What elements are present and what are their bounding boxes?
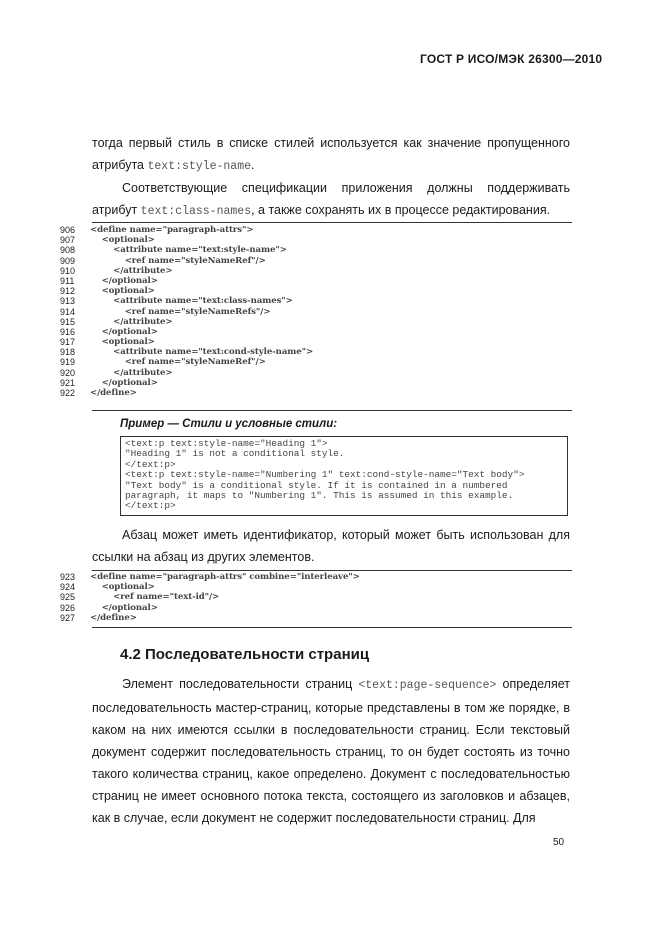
code-line	[60, 276, 580, 286]
document-header: ГОСТ Р ИСО/МЭК 26300—2010	[420, 52, 603, 66]
line-number: 921	[60, 377, 76, 388]
code-text: </attribute>	[90, 316, 173, 327]
line-number: 917	[60, 337, 76, 348]
code-line	[60, 582, 580, 592]
code-text: <optional>	[90, 337, 155, 348]
code-text: <define name="paragraph-attrs" combine="interleave">	[90, 572, 360, 582]
code-text: </optional>	[90, 326, 158, 337]
example-title: Пример — Стили и условные стили:	[120, 418, 338, 430]
code-line	[60, 307, 580, 317]
code-line	[60, 296, 580, 306]
example-line: paragraph, it maps to "Numbering 1". This is assumed in this example.	[125, 490, 514, 502]
code-line	[60, 235, 580, 245]
code-line	[60, 317, 580, 327]
code-line	[60, 378, 580, 388]
line-number: 922	[60, 388, 76, 398]
line-number: 907	[60, 235, 76, 246]
code-text: <optional>	[90, 235, 155, 246]
line-number: 927	[60, 612, 76, 623]
code-text: </define>	[90, 612, 137, 623]
code-line	[60, 357, 580, 367]
code-block-text-id	[60, 572, 580, 623]
code-text: <attribute name="text:cond-style-name">	[90, 347, 314, 358]
page-number: 50	[553, 837, 565, 848]
code-text: </optional>	[90, 377, 158, 388]
line-number: 910	[60, 265, 76, 276]
code-text: </attribute>	[90, 265, 173, 276]
line-number: 913	[60, 296, 76, 307]
line-number: 916	[60, 326, 76, 337]
line-number: 906	[60, 225, 76, 235]
code-line	[60, 613, 580, 623]
code-bottom-rule	[92, 410, 572, 411]
code-line	[60, 225, 580, 235]
code-text: </attribute>	[90, 367, 173, 378]
paragraph-tail: определяет последовательность мастер-страниц, которые представлены в том же порядке, в каком на них имеются ссылки в последовательности страниц. Если текстовый документ содержит последовательность страниц, то он будет состоять из точно такого количества страниц, какое определено. Документ с последовательностью страниц не имеет основного потока текста, состоящего из заголовков и абзацев, как в случае, если документ не содержит последовательности страниц. Для	[92, 677, 571, 825]
code-text: <ref name="text-id"/>	[90, 592, 220, 603]
code-text: <define name="paragraph-attrs">	[90, 225, 254, 235]
code-text: <optional>	[90, 582, 155, 593]
code-text: <attribute name="text:style-name">	[90, 245, 287, 256]
paragraph-text: Абзац может иметь идентификатор, который может быть использован для ссылки на абзац из других элементов.	[92, 528, 570, 564]
line-number: 920	[60, 367, 76, 378]
example-line: </text:p>	[125, 458, 176, 470]
inline-code: text:class-names	[140, 205, 252, 218]
paragraph-text: Элемент последовательности страниц	[122, 677, 359, 691]
code-text: <ref name="styleNameRefs"/>	[90, 306, 271, 317]
line-number: 923	[60, 572, 76, 582]
example-line: <text:p text:style-name="Numbering 1" text:cond-style-name="Text body">	[125, 469, 525, 481]
line-number: 918	[60, 347, 76, 358]
line-number: 924	[60, 582, 76, 593]
code-line	[60, 592, 580, 602]
code-line	[60, 368, 580, 378]
code-text: <attribute name="text:class-names">	[90, 296, 293, 307]
code-line	[60, 347, 580, 357]
code-line	[60, 572, 580, 582]
line-number: 912	[60, 286, 76, 297]
example-line: <text:p text:style-name="Heading 1">	[125, 438, 328, 449]
line-number: 915	[60, 316, 76, 327]
code-bottom-rule	[92, 627, 572, 628]
line-number: 911	[60, 275, 75, 286]
code-line	[60, 327, 580, 337]
code-line	[60, 388, 580, 398]
example-code-box	[120, 436, 568, 516]
code-text: </optional>	[90, 275, 158, 286]
inline-code: <text:page-sequence>	[358, 679, 497, 692]
section-heading: 4.2 Последовательности страниц	[120, 646, 370, 663]
example-line: "Heading 1" is not a conditional style.	[125, 448, 345, 460]
paragraph-identifier	[92, 524, 570, 568]
line-number: 919	[60, 357, 76, 368]
paragraph-tail: , а также сохранять их в процессе редактирования.	[251, 203, 551, 217]
code-top-rule	[92, 570, 572, 571]
paragraph-text: тогда первый стиль в списке стилей используется как значение пропущенного атрибута	[92, 136, 570, 172]
code-text: <ref name="styleNameRef"/>	[90, 357, 266, 368]
code-line	[60, 603, 580, 613]
code-text: </optional>	[90, 602, 158, 613]
code-line	[60, 286, 580, 296]
paragraph-continuation	[92, 132, 570, 178]
inline-code: text:style-name	[147, 160, 252, 173]
code-line	[60, 266, 580, 276]
code-line	[60, 245, 580, 255]
code-text: <ref name="styleNameRef"/>	[90, 255, 266, 266]
code-top-rule	[92, 222, 572, 223]
line-number: 914	[60, 306, 76, 317]
code-text: <optional>	[90, 286, 155, 297]
paragraph-tail: .	[251, 158, 255, 172]
line-number: 926	[60, 602, 76, 613]
paragraph-text: Соответствующие спецификации приложения должны поддерживать атрибут	[92, 181, 570, 217]
paragraph-page-sequence	[92, 673, 570, 829]
example-line: </text:p>	[125, 500, 176, 512]
example-line: "Text body" is a conditional style. If it is contained in a numbered	[125, 479, 508, 491]
line-number: 909	[60, 255, 76, 266]
line-number: 908	[60, 245, 76, 256]
line-number: 925	[60, 592, 76, 603]
paragraph-class-names	[92, 177, 570, 223]
code-block-paragraph-attrs	[60, 225, 580, 398]
code-line	[60, 256, 580, 266]
code-line	[60, 337, 580, 347]
code-text: </define>	[90, 388, 137, 398]
